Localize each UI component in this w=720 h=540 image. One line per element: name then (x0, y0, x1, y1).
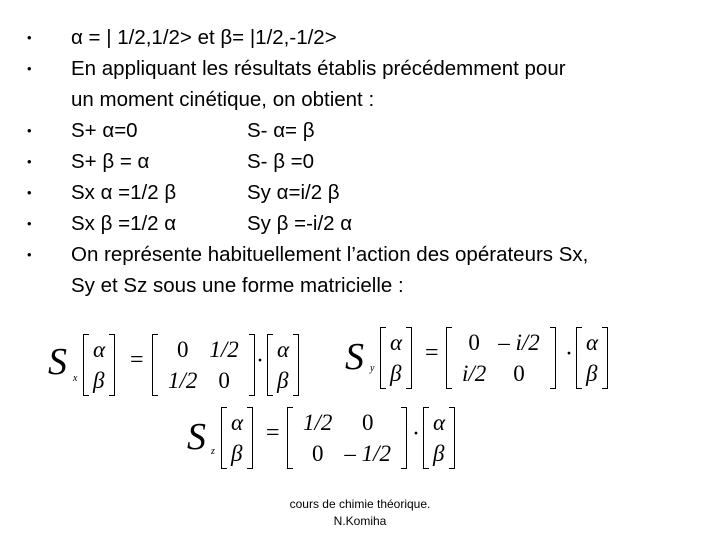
bullet-text: En appliquant les résultats établis précédemment pour (71, 57, 566, 80)
bullet-text: Sx α =1/2 β (71, 181, 177, 204)
bullet-text-right: S- α= β (247, 119, 315, 142)
dot-operator: · (412, 421, 420, 447)
bullet-item (22, 115, 712, 146)
vector-entry: β (93, 367, 105, 393)
bullet-text: α = | 1/2,1/2> et β= |1/2,-1/2> (71, 26, 337, 49)
operator-symbol: S (187, 416, 206, 458)
bullet-marker: • (27, 123, 32, 138)
matrix-entry: 0 (311, 440, 324, 466)
bullet-text: un moment cinétique, on obtient : (71, 88, 375, 111)
equals-sign: = (425, 340, 439, 366)
bullet-marker: • (27, 154, 32, 169)
matrix-entry: 0 (176, 336, 189, 362)
state-vector (380, 327, 412, 389)
matrix (287, 407, 407, 469)
bullet-item (22, 146, 712, 177)
operator-symbol: S (48, 341, 67, 383)
state-vector (221, 407, 253, 469)
matrix-entry: i/2 (462, 360, 487, 386)
bullet-text: Sx β =1/2 α (71, 212, 177, 235)
equals-sign: = (266, 420, 280, 446)
matrix (446, 327, 556, 389)
bullet-list (22, 22, 712, 301)
matrix-entry: – i/2 (498, 329, 540, 355)
bullet-marker: • (27, 61, 32, 76)
equation-sx (48, 330, 348, 400)
bullet-item (22, 177, 712, 208)
vector-entry: α (231, 409, 244, 435)
matrix (152, 334, 255, 396)
vector-entry: β (586, 360, 598, 386)
bullet-marker: • (27, 216, 32, 231)
bullet-marker: • (27, 185, 32, 200)
equation-sz (187, 405, 487, 475)
vector-entry: β (231, 440, 243, 466)
operator-symbol: S (345, 336, 364, 378)
state-vector (576, 327, 608, 389)
matrix-entry: 0 (361, 409, 374, 435)
bullet-item (22, 208, 712, 239)
state-vector (83, 334, 115, 396)
footer (260, 496, 460, 530)
vector-entry: β (390, 360, 402, 386)
state-vector (423, 407, 455, 469)
matrix-entry: – 1/2 (344, 440, 392, 466)
bullet-marker: • (27, 30, 32, 45)
bullet-text: S+ α=0 (71, 119, 138, 142)
bullet-text: On représente habituellement l’action des opérateurs Sx, (71, 243, 589, 266)
footer-course: cours de chimie théorique. (289, 497, 431, 511)
matrix-entry: 1/2 (303, 409, 333, 435)
state-vector (267, 334, 299, 396)
vector-entry: α (390, 329, 403, 355)
matrix-entry: 0 (218, 367, 230, 393)
operator-subscript: x (73, 373, 78, 384)
footer-author: N.Komiha (333, 514, 387, 528)
bullet-text: S+ β = α (71, 150, 150, 173)
vector-entry: α (277, 336, 290, 362)
dot-operator: · (565, 341, 573, 367)
operator-subscript: y (370, 363, 375, 374)
bullet-item (22, 22, 712, 53)
vector-entry: β (277, 367, 289, 393)
dot-operator: · (256, 348, 264, 374)
bullet-text: Sy et Sz sous une forme matricielle : (71, 274, 404, 297)
bullet-marker: • (27, 247, 32, 262)
matrix-entry: 0 (513, 360, 525, 386)
equals-sign: = (130, 347, 144, 373)
bullet-text-right: Sy β =-i/2 α (247, 212, 353, 235)
equation-sy (345, 325, 665, 395)
vector-entry: β (433, 440, 445, 466)
bullet-text-right: Sy α=i/2 β (247, 181, 340, 204)
bullet-item (22, 239, 712, 270)
matrix-entry: 0 (468, 329, 480, 355)
bullet-continuation (22, 84, 712, 115)
bullet-item (22, 53, 712, 84)
bullet-continuation (22, 270, 712, 301)
bullet-text-right: S- β =0 (247, 150, 315, 173)
matrix-entry: 1/2 (168, 367, 198, 393)
matrix-entry: 1/2 (209, 336, 239, 362)
vector-entry: α (433, 409, 446, 435)
operator-subscript: z (211, 446, 215, 457)
vector-entry: α (586, 329, 599, 355)
vector-entry: α (93, 336, 106, 362)
